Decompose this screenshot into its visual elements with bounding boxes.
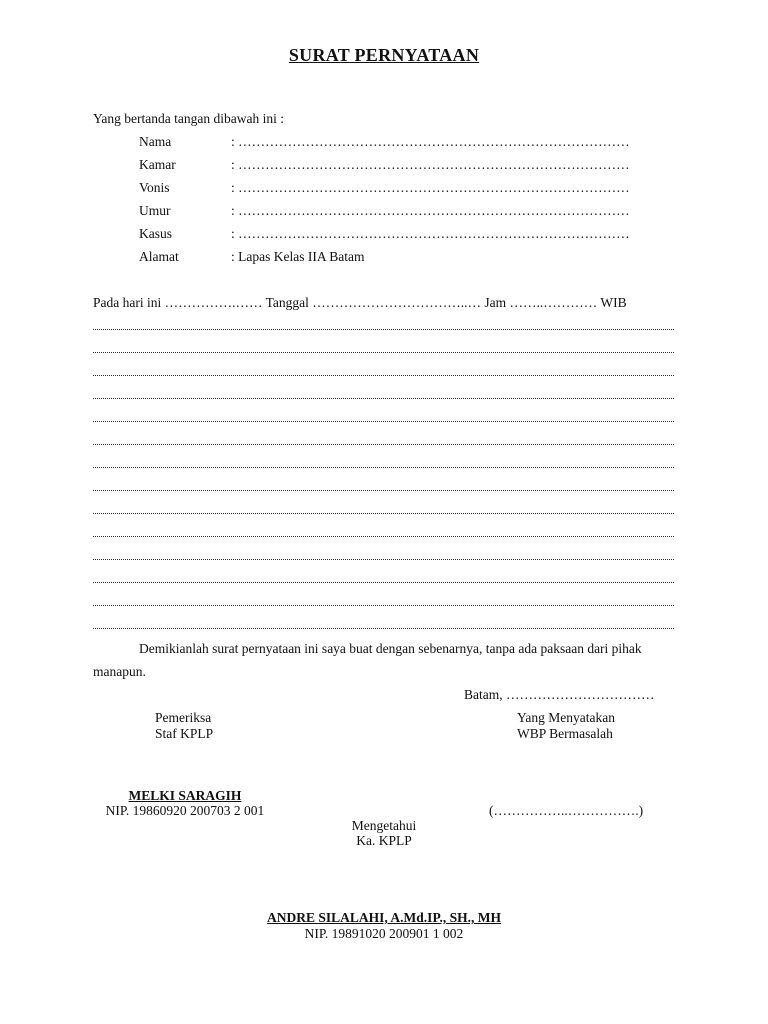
- left-signer-role: Pemeriksa: [155, 710, 212, 725]
- dotted-writing-line[interactable]: [93, 372, 674, 376]
- dotted-writing-line[interactable]: [93, 349, 674, 353]
- field-value-vonis[interactable]: : ……………………………………………………………………………: [231, 180, 630, 195]
- field-label-alamat: Alamat: [139, 249, 179, 264]
- dotted-writing-line[interactable]: [93, 556, 674, 560]
- approver-role: Mengetahui: [351, 818, 417, 833]
- field-label-vonis: Vonis: [139, 180, 170, 195]
- dotted-writing-line[interactable]: [93, 602, 674, 606]
- field-value-nama[interactable]: : ……………………………………………………………………………: [231, 134, 630, 149]
- dotted-writing-line[interactable]: [93, 418, 674, 422]
- dotted-writing-line[interactable]: [93, 625, 674, 629]
- left-signer-unit: Staf KPLP: [155, 726, 214, 741]
- left-signer-nip: NIP. 19860920 200703 2 001: [105, 803, 265, 818]
- field-label-kamar: Kamar: [139, 157, 176, 172]
- right-signer-role: Yang Menyatakan: [517, 710, 615, 725]
- dotted-writing-line[interactable]: [93, 510, 674, 514]
- dotted-writing-line[interactable]: [93, 395, 674, 399]
- dotted-writing-line[interactable]: [93, 326, 674, 330]
- intro-text: Yang bertanda tangan dibawah ini :: [93, 111, 284, 126]
- statement-text-continued: manapun.: [93, 664, 146, 679]
- left-signer-name: MELKI SARAGIH: [128, 788, 242, 803]
- place-date[interactable]: Batam, ……………………………: [464, 687, 655, 702]
- dotted-writing-line[interactable]: [93, 487, 674, 491]
- field-value-umur[interactable]: : ……………………………………………………………………………: [231, 203, 630, 218]
- document-title: SURAT PERNYATAAN: [288, 45, 480, 65]
- approver-name: ANDRE SILALAHI, A.Md.IP., SH., MH: [267, 910, 501, 925]
- dotted-writing-line[interactable]: [93, 441, 674, 445]
- right-signer-unit: WBP Bermasalah: [517, 726, 613, 741]
- statement-text: Demikianlah surat pernyataan ini saya buat dengan sebenarnya, tanpa ada paksaan dari pihak: [139, 641, 642, 656]
- dotted-writing-line[interactable]: [93, 464, 674, 468]
- field-value-kasus[interactable]: : ……………………………………………………………………………: [231, 226, 630, 241]
- dotted-writing-line[interactable]: [93, 579, 674, 583]
- field-label-kasus: Kasus: [139, 226, 172, 241]
- field-value-kamar[interactable]: : ……………………………………………………………………………: [231, 157, 630, 172]
- right-signer-name-blank[interactable]: (……………..…………….): [489, 803, 644, 818]
- dotted-writing-line[interactable]: [93, 533, 674, 537]
- approver-unit: Ka. KPLP: [356, 833, 412, 848]
- field-value-alamat: : Lapas Kelas IIA Batam: [231, 249, 365, 264]
- field-label-nama: Nama: [139, 134, 172, 149]
- date-line[interactable]: Pada hari ini …………….…… Tanggal ……………………………..… Jam ……..………… WIB: [93, 295, 627, 310]
- field-label-umur: Umur: [139, 203, 171, 218]
- approver-nip: NIP. 19891020 200901 1 002: [304, 926, 464, 941]
